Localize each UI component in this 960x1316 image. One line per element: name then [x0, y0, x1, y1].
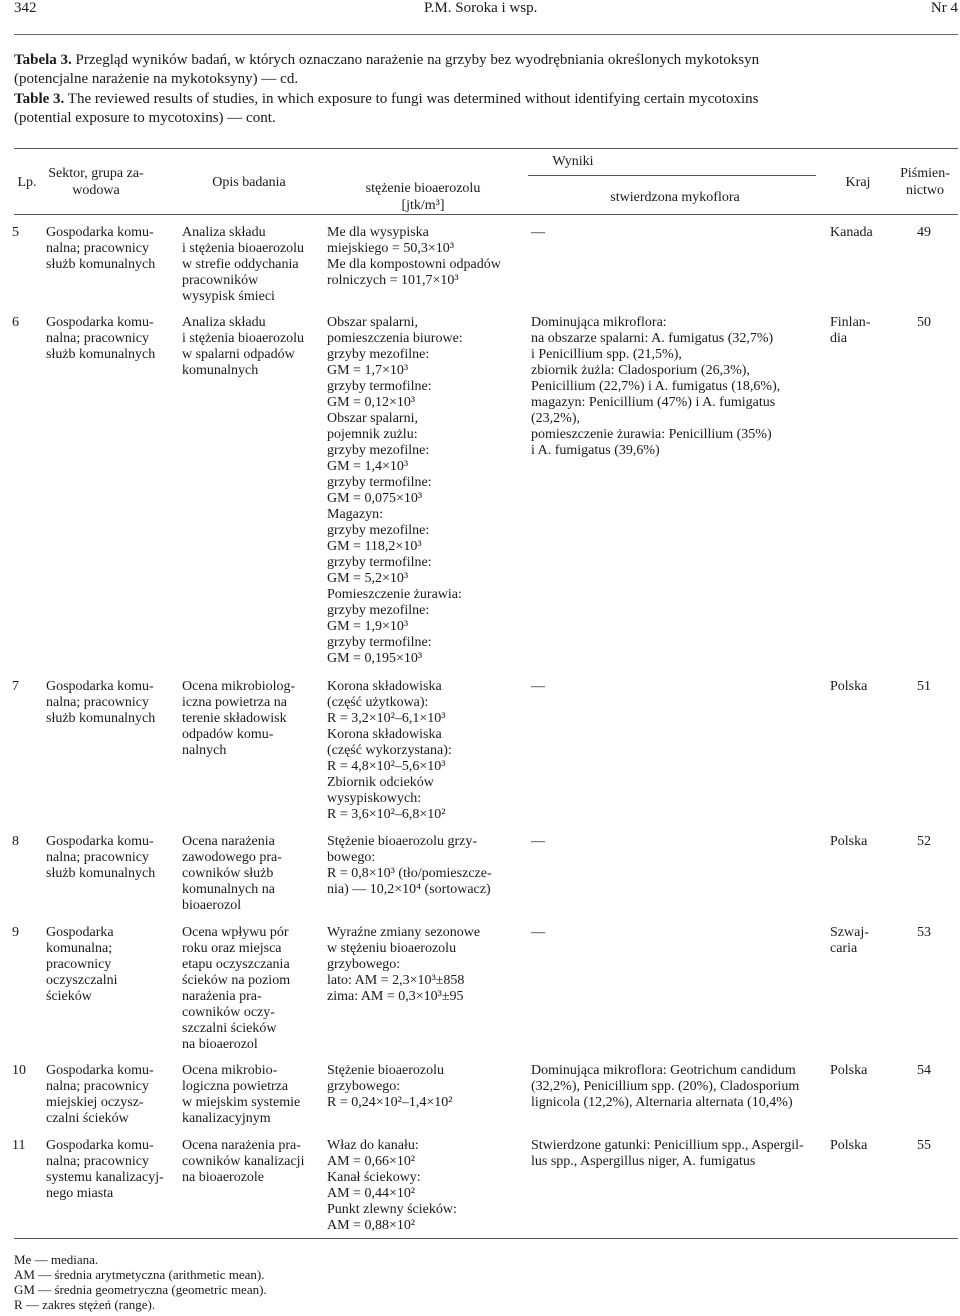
row-mykoflora [531, 834, 821, 850]
row-stezenie-line: grzyby termofilne: [327, 379, 432, 394]
header-pismien-line1: Piśmien- [900, 166, 950, 181]
row-opis-line: Ocena mikrobiolog- [182, 679, 296, 694]
row-pismiennictwo [917, 225, 931, 241]
row-mykoflora-line: — [531, 834, 545, 849]
row-stezenie-line: grzybowego: [327, 1079, 401, 1094]
footnote-gm: GM — średnia geometryczna (geometric mean). [14, 1282, 267, 1297]
row-stezenie [327, 834, 527, 898]
row-pismiennictwo [917, 925, 931, 941]
row-sektor-line: Gospodarka [46, 925, 114, 940]
row-opis-line: Ocena wpływu pór [182, 925, 289, 940]
row-stezenie-line: w stężeniu bioaerozolu [327, 941, 457, 956]
row-stezenie-line: nia) — 10,2×10⁴ (sortowacz) [327, 882, 491, 897]
row-pismiennictwo [917, 1063, 931, 1079]
row-sektor [46, 315, 174, 363]
row-opis-line: zawodowego pra- [182, 850, 282, 865]
row-pismiennictwo [917, 315, 931, 331]
row-mykoflora-line: (32,2%), Penicillium spp. (20%), Cladosporium [531, 1079, 800, 1094]
row-kraj [830, 925, 890, 957]
row-kraj [830, 834, 890, 850]
row-stezenie-line: Zbiornik odcieków [327, 775, 434, 790]
row-kraj [830, 1138, 890, 1154]
footnote-me: Me — mediana. [14, 1252, 99, 1267]
row-sektor-line: komunalna; [46, 941, 113, 956]
row-opis-line: bioaerozol [182, 898, 242, 913]
row-pismiennictwo [917, 834, 931, 850]
row-stezenie-line: Me dla wysypiska [327, 225, 429, 240]
row-sektor-line: czalni ścieków [46, 1111, 129, 1126]
row-stezenie-line: R = 3,6×10²–6,8×10² [327, 807, 446, 822]
row-lp-line: 8 [12, 834, 19, 849]
row-opis-line: nalnych [182, 743, 227, 758]
row-stezenie-line: R = 4,8×10²–5,6×10³ [327, 759, 446, 774]
row-opis-line: w strefie oddychania [182, 257, 299, 272]
row-kraj-line: Finlan- [830, 315, 871, 330]
row-sektor [46, 925, 174, 1005]
header-stezenie [325, 180, 521, 214]
row-opis [182, 225, 322, 305]
row-stezenie-line: grzyby mezofilne: [327, 603, 430, 618]
row-stezenie-line: Stężenie bioaerozolu grzy- [327, 834, 478, 849]
row-lp-line: 11 [12, 1138, 26, 1153]
footnotes [14, 1252, 267, 1312]
row-opis-line: terenie składowisk [182, 711, 287, 726]
row-mykoflora-line: — [531, 679, 545, 694]
row-lp [12, 834, 19, 850]
row-stezenie-line: (część użytkowa): [327, 695, 429, 710]
table-top-rule [14, 148, 958, 149]
row-opis [182, 315, 322, 379]
row-opis-line: i stężenia bioaerozolu [182, 241, 305, 256]
row-mykoflora-line: (23,2%), [531, 411, 580, 426]
row-lp-line: 10 [12, 1063, 26, 1078]
row-pismiennictwo-line: 52 [917, 834, 931, 849]
row-sektor-line: Gospodarka komu- [46, 679, 154, 694]
row-opis-line: ścieków na poziom [182, 973, 291, 988]
row-mykoflora-line: na obszarze spalarni: A. fumigatus (32,7%) [531, 331, 774, 346]
row-lp-line: 9 [12, 925, 19, 940]
row-opis [182, 925, 322, 1053]
row-lp [12, 1138, 25, 1154]
row-sektor-line: służb komunalnych [46, 711, 156, 726]
row-stezenie-line: R = 3,2×10²–6,1×10³ [327, 711, 446, 726]
row-kraj-line: Polska [830, 834, 868, 849]
row-opis-line: komunalnych na [182, 882, 275, 897]
row-stezenie-line: wysypiskowych: [327, 791, 422, 806]
row-stezenie-line: GM = 0,195×10³ [327, 651, 423, 666]
row-opis-line: i stężenia bioaerozolu [182, 331, 305, 346]
row-kraj-line: caria [830, 941, 858, 956]
row-mykoflora [531, 225, 821, 241]
row-stezenie-line: GM = 118,2×10³ [327, 539, 422, 554]
row-kraj [830, 679, 890, 695]
header-sektor-line1: Sektor, grupa za- [48, 166, 144, 181]
row-mykoflora-line: — [531, 225, 545, 240]
header-divider [14, 34, 958, 35]
row-stezenie-line: Korona składowiska [327, 679, 442, 694]
table-bottom-rule [14, 1238, 958, 1239]
row-pismiennictwo-line: 51 [917, 679, 931, 694]
row-sektor-line: Gospodarka komu- [46, 834, 154, 849]
row-stezenie-line: (część wykorzystana): [327, 743, 452, 758]
row-pismiennictwo-line: 49 [917, 225, 931, 240]
row-stezenie [327, 315, 527, 667]
row-lp [12, 315, 19, 331]
row-kraj-line: dia [830, 331, 848, 346]
row-sektor-line: nalna; pracownicy [46, 331, 150, 346]
row-opis-line: szczalni ścieków [182, 1021, 277, 1036]
row-mykoflora-line: — [531, 925, 545, 940]
row-mykoflora-line: zbiornik żużla: Cladosporium (26,3%), [531, 363, 750, 378]
row-opis-line: cowników kanalizacji [182, 1154, 305, 1169]
row-mykoflora [531, 1063, 821, 1111]
row-stezenie-line: GM = 1,4×10³ [327, 459, 409, 474]
row-stezenie-line: Obszar spalarni, [327, 411, 418, 426]
row-opis-line: roku oraz miejsca [182, 941, 282, 956]
table-caption-english [14, 90, 949, 128]
row-sektor [46, 834, 174, 882]
row-kraj [830, 225, 890, 241]
issue-number: Nr 4 [930, 0, 958, 16]
header-pismien-line2: nictwo [905, 183, 945, 198]
row-stezenie-line: R = 0,24×10²–1,4×10² [327, 1095, 453, 1110]
row-kraj-line: Polska [830, 1138, 868, 1153]
row-stezenie-line: GM = 0,12×10³ [327, 395, 416, 410]
row-stezenie-line: grzyby mezofilne: [327, 347, 430, 362]
row-kraj-line: Polska [830, 679, 868, 694]
row-stezenie-line: grzyby termofilne: [327, 475, 432, 490]
row-opis-line: Ocena mikrobio- [182, 1063, 278, 1078]
row-sektor-line: Gospodarka komu- [46, 1138, 154, 1153]
row-mykoflora-line: i A. fumigatus (39,6%) [531, 443, 660, 458]
row-sektor-line: oczyszczalni [46, 973, 118, 988]
table-caption-polish [14, 51, 949, 89]
row-stezenie-line: bowego: [327, 850, 376, 865]
caption-label-en: Table 3. [14, 91, 65, 107]
row-sektor-line: służb komunalnych [46, 257, 156, 272]
row-mykoflora-line: i Penicillium spp. (21,5%), [531, 347, 682, 362]
row-mykoflora-line: lus spp., Aspergillus niger, A. fumigatus [531, 1154, 756, 1169]
row-opis-line: Ocena narażenia pra- [182, 1138, 301, 1153]
row-stezenie [327, 1063, 527, 1111]
row-stezenie-line: GM = 0,075×10³ [327, 491, 423, 506]
row-opis-line: etapu oczyszczania [182, 957, 290, 972]
row-stezenie-line: R = 0,8×10³ (tło/pomieszcze- [327, 866, 492, 881]
row-sektor [46, 679, 174, 727]
row-opis-line: odpadów komu- [182, 727, 274, 742]
row-opis-line: w miejskim systemie [182, 1095, 301, 1110]
row-stezenie-line: pomieszczenia biurowe: [327, 331, 463, 346]
row-stezenie-line: zima: AM = 0,3×10³±95 [327, 989, 464, 1004]
row-mykoflora [531, 925, 821, 941]
row-sektor-line: nalna; pracownicy [46, 1079, 150, 1094]
row-stezenie-line: AM = 0,44×10² [327, 1186, 416, 1201]
caption-text-en: The reviewed results of studies, in which exposure to fungi was determined without identifying certain mycotoxins [64, 91, 759, 107]
row-kraj-line: Szwaj- [830, 925, 869, 940]
row-mykoflora-line: Dominująca mikroflora: Geotrichum candidum [531, 1063, 796, 1078]
row-stezenie-line: grzyby mezofilne: [327, 443, 430, 458]
row-opis-line: narażenia pra- [182, 989, 262, 1004]
row-stezenie-line: pojemnik zużlu: [327, 427, 418, 442]
row-stezenie-line: Pomieszczenie żurawia: [327, 587, 462, 602]
header-wyniki: Wyniki [552, 154, 594, 169]
row-sektor-line: służb komunalnych [46, 866, 156, 881]
row-opis [182, 679, 322, 759]
row-opis [182, 1063, 322, 1127]
row-stezenie-line: GM = 1,7×10³ [327, 363, 409, 378]
row-mykoflora [531, 1138, 821, 1170]
row-stezenie-line: grzybowego: [327, 957, 401, 972]
row-stezenie-line: Właz do kanału: [327, 1138, 419, 1153]
row-lp [12, 925, 19, 941]
row-opis [182, 1138, 322, 1186]
row-mykoflora-line: pomieszczenie żurawia: Penicillium (35%) [531, 427, 772, 442]
row-sektor-line: nalna; pracownicy [46, 1154, 150, 1169]
row-mykoflora [531, 679, 821, 695]
row-stezenie-line: rolniczych = 101,7×10³ [327, 273, 459, 288]
row-sektor-line: służb komunalnych [46, 347, 156, 362]
row-sektor-line: nego miasta [46, 1186, 114, 1201]
row-sektor-line: nalna; pracownicy [46, 850, 150, 865]
row-stezenie-line: AM = 0,66×10² [327, 1154, 416, 1169]
header-stezenie-line1: stężenie bioaerozolu [365, 181, 481, 196]
row-sektor-line: Gospodarka komu- [46, 315, 154, 330]
header-stezenie-line2: [jtk/m³] [401, 198, 445, 213]
row-kraj-line: Kanada [830, 225, 873, 240]
row-lp-line: 6 [12, 315, 19, 330]
footnote-am: AM — średnia arytmetyczna (arithmetic mean). [14, 1267, 265, 1282]
header-opis: Opis badania [212, 175, 286, 190]
row-opis [182, 834, 322, 914]
row-pismiennictwo-line: 50 [917, 315, 931, 330]
row-opis-line: Analiza składu [182, 225, 266, 240]
row-stezenie-line: Magazyn: [327, 507, 383, 522]
row-lp-line: 5 [12, 225, 19, 240]
row-stezenie-line: GM = 5,2×10³ [327, 571, 409, 586]
row-lp [12, 679, 19, 695]
results-subheader-rule [528, 175, 816, 176]
row-stezenie [327, 925, 527, 1005]
row-opis-line: logiczna powietrza [182, 1079, 289, 1094]
header-pismiennictwo [892, 165, 958, 199]
row-stezenie-line: lato: AM = 2,3×10³±858 [327, 973, 465, 988]
header-sektor [44, 165, 148, 199]
row-opis-line: iczna powietrza na [182, 695, 287, 710]
row-opis-line: komunalnych [182, 363, 259, 378]
row-opis-line: kanalizacyjnym [182, 1111, 271, 1126]
header-lp: Lp. [17, 175, 37, 190]
row-sektor-line: miejskiej oczysz- [46, 1095, 144, 1110]
row-sektor [46, 225, 174, 273]
row-mykoflora-line: Penicillium (22,7%) i A. fumigatus (18,6%), [531, 379, 781, 394]
row-lp [12, 1063, 26, 1079]
row-opis-line: cowników oczy- [182, 1005, 275, 1020]
caption-label-pl: Tabela 3. [14, 52, 72, 68]
row-lp [12, 225, 19, 241]
row-stezenie-line: grzyby mezofilne: [327, 523, 430, 538]
row-stezenie-line: AM = 0,88×10² [327, 1218, 416, 1233]
row-stezenie [327, 1138, 527, 1234]
row-sektor-line: nalna; pracownicy [46, 695, 150, 710]
row-opis-line: pracowników [182, 273, 259, 288]
row-pismiennictwo-line: 55 [917, 1138, 931, 1153]
row-opis-line: Analiza składu [182, 315, 266, 330]
row-stezenie [327, 225, 527, 289]
row-pismiennictwo-line: 53 [917, 925, 931, 940]
row-stezenie-line: Obszar spalarni, [327, 315, 418, 330]
row-stezenie-line: Kanał ściekowy: [327, 1170, 421, 1185]
row-opis-line: Ocena narażenia [182, 834, 275, 849]
row-opis-line: na bioaerozole [182, 1170, 265, 1185]
row-kraj [830, 1063, 890, 1079]
row-sektor [46, 1138, 174, 1202]
row-pismiennictwo [917, 1138, 931, 1154]
row-sektor-line: systemu kanalizacyj- [46, 1170, 164, 1185]
running-head [14, 0, 958, 20]
row-sektor-line: Gospodarka komu- [46, 1063, 154, 1078]
row-kraj-line: Polska [830, 1063, 868, 1078]
row-stezenie-line: Korona składowiska [327, 727, 442, 742]
row-stezenie-line: GM = 1,9×10³ [327, 619, 409, 634]
header-kraj: Kraj [845, 175, 871, 190]
page-number: 342 [14, 0, 37, 16]
caption-text-en-2: (potential exposure to mycotoxins) — cont. [14, 110, 276, 126]
row-stezenie-line: Wyraźne zmiany sezonowe [327, 925, 481, 940]
row-lp-line: 7 [12, 679, 19, 694]
row-pismiennictwo-line: 54 [917, 1063, 931, 1078]
row-stezenie-line: Punkt zlewny ścieków: [327, 1202, 457, 1217]
row-sektor-line: nalna; pracownicy [46, 241, 150, 256]
row-stezenie-line: Stężenie bioaerozolu [327, 1063, 445, 1078]
table-header-rule [14, 214, 958, 215]
row-mykoflora [531, 315, 821, 459]
row-mykoflora-line: lignicola (12,2%), Alternaria alternata (10,4%) [531, 1095, 793, 1110]
row-sektor-line: pracownicy [46, 957, 112, 972]
row-mykoflora-line: Stwierdzone gatunki: Penicillium spp., Aspergil- [531, 1138, 804, 1153]
running-head-authors: P.M. Soroka i wsp. [424, 0, 538, 16]
caption-text-pl-2: (potencjalne narażenie na mykotoksyny) — cd. [14, 71, 299, 87]
row-opis-line: w spalarni odpadów [182, 347, 295, 362]
row-mykoflora-line: magazyn: Penicillium (47%) i A. fumigatus [531, 395, 776, 410]
row-sektor [46, 1063, 174, 1127]
row-stezenie [327, 679, 527, 823]
header-mykoflora: stwierdzona mykoflora [610, 190, 740, 205]
row-stezenie-line: miejskiego = 50,3×10³ [327, 241, 454, 256]
row-stezenie-line: grzyby termofilne: [327, 555, 432, 570]
row-pismiennictwo [917, 679, 931, 695]
row-stezenie-line: Me dla kompostowni odpadów [327, 257, 501, 272]
row-sektor-line: ścieków [46, 989, 92, 1004]
header-sektor-line2: wodowa [72, 183, 120, 198]
row-opis-line: na bioaerozol [182, 1037, 258, 1052]
row-stezenie-line: grzyby termofilne: [327, 635, 432, 650]
row-opis-line: cowników służb [182, 866, 274, 881]
footnote-r: R — zakres stężeń (range). [14, 1297, 156, 1312]
row-mykoflora-line: Dominująca mikroflora: [531, 315, 667, 330]
row-opis-line: wysypisk śmieci [182, 289, 275, 304]
row-kraj [830, 315, 890, 347]
row-sektor-line: Gospodarka komu- [46, 225, 154, 240]
caption-text-pl: Przegląd wyników badań, w których oznaczano narażenie na grzyby bez wyodrębniania określonych mykotoksyn [71, 52, 760, 68]
